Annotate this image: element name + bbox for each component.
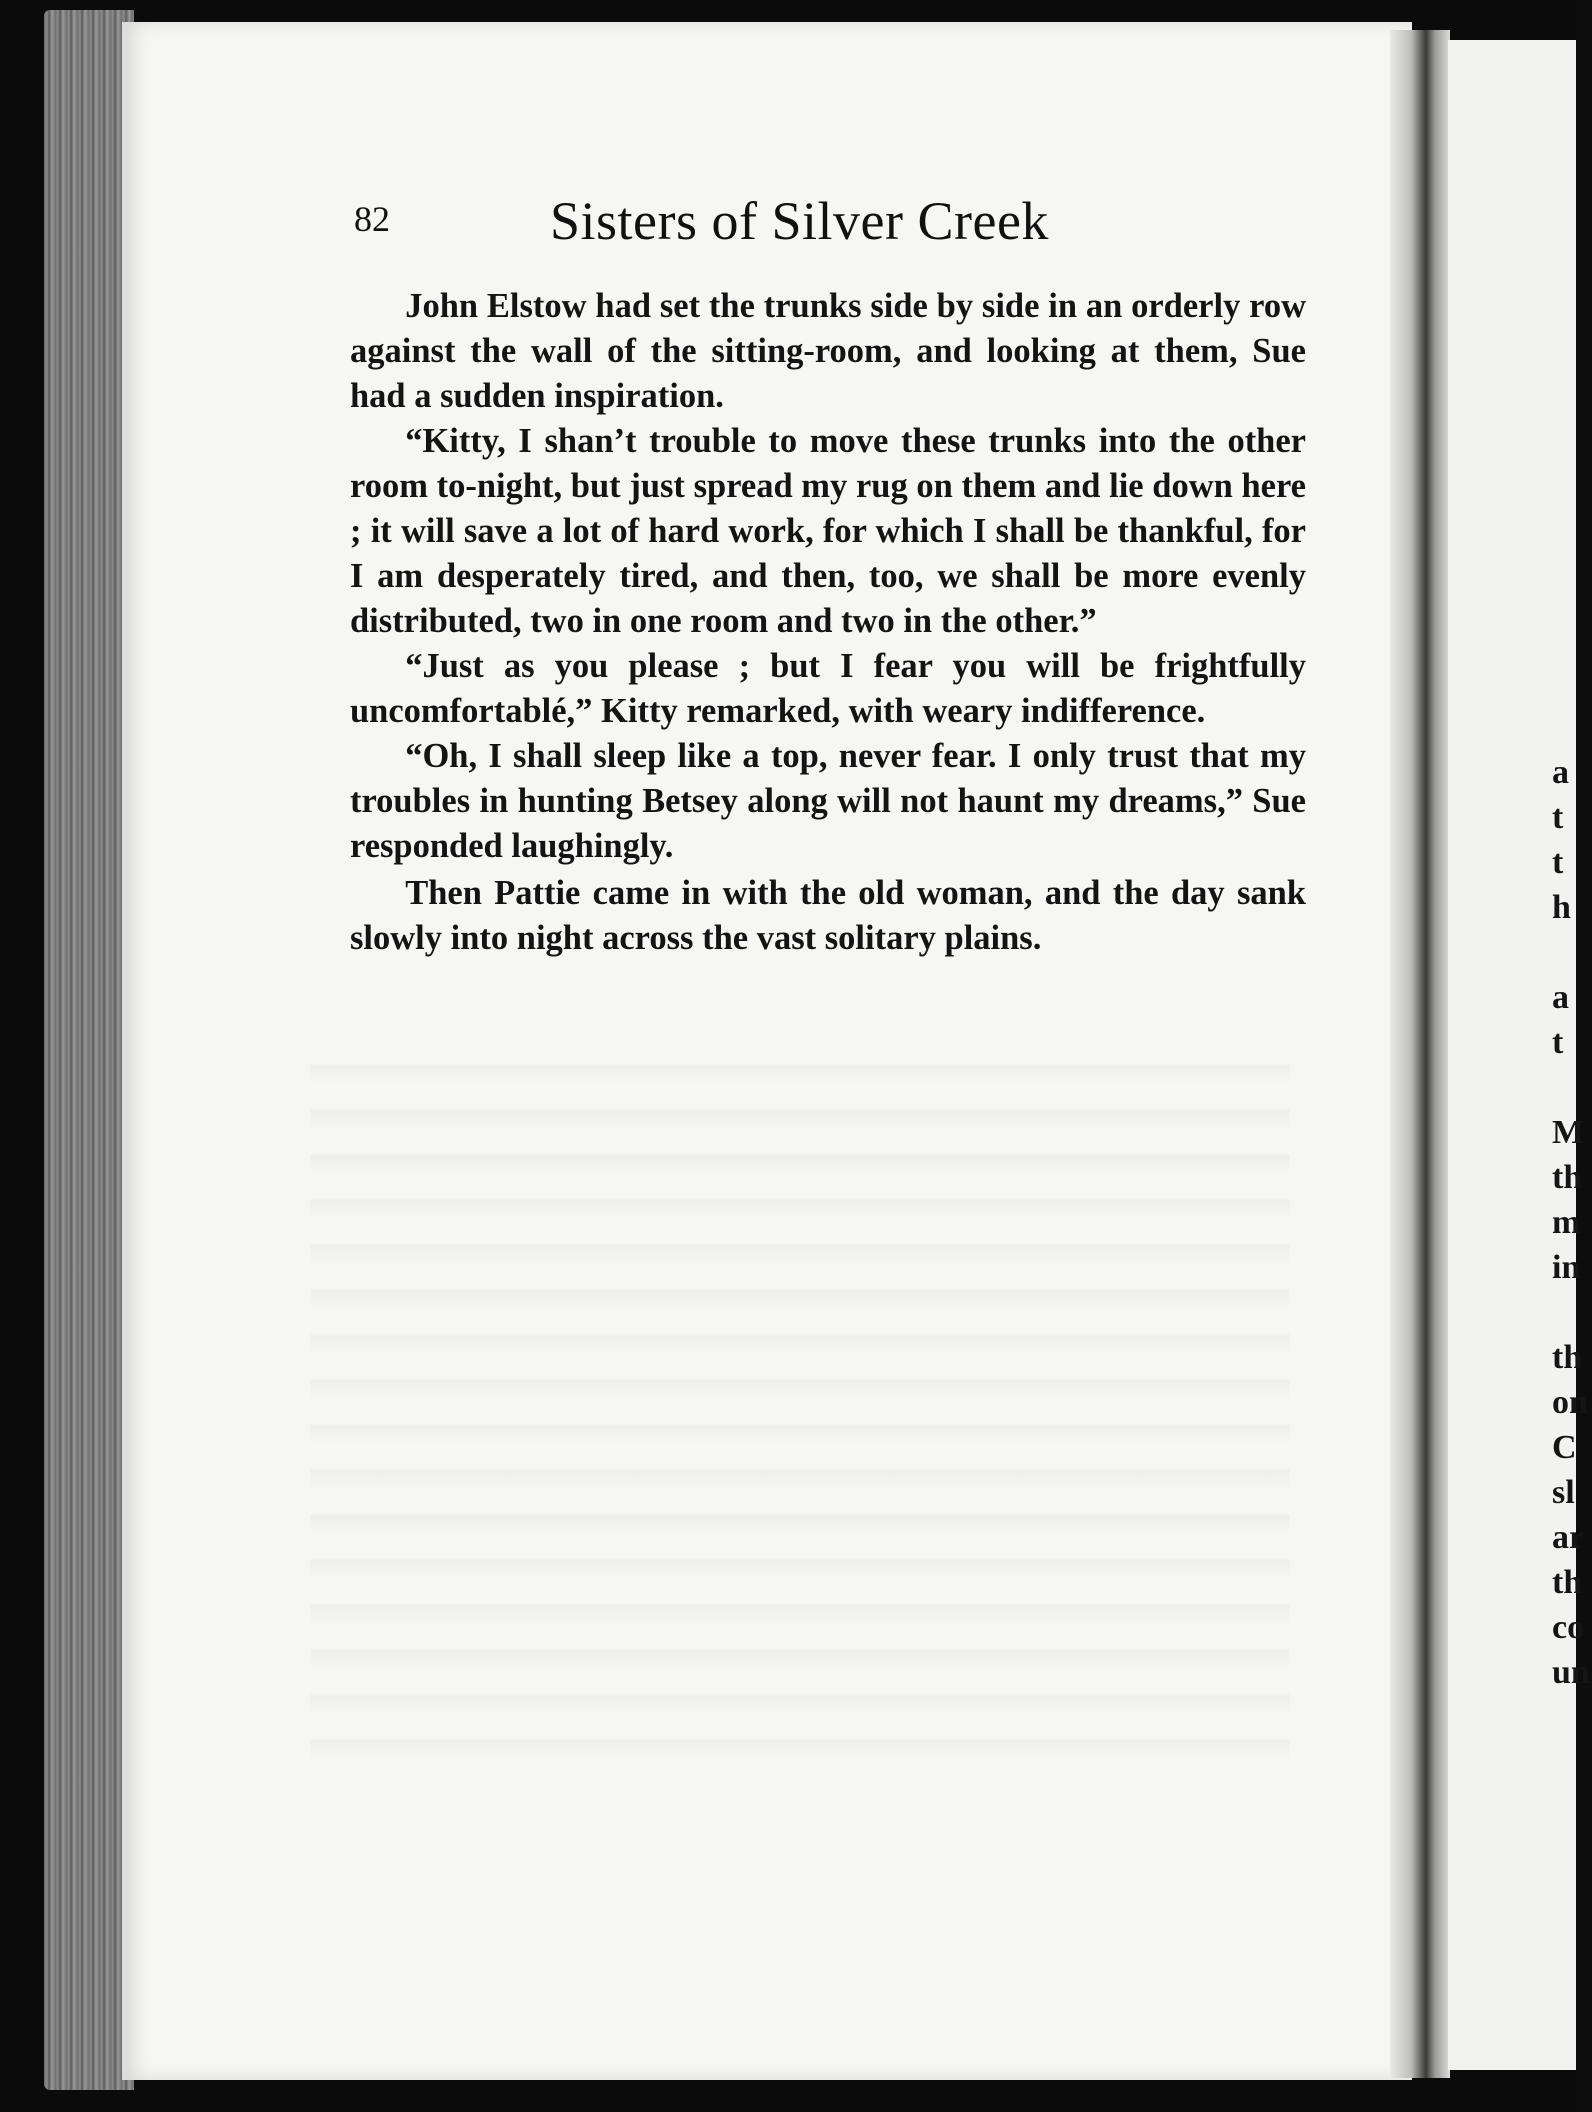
facing-page-text-fragments: a t t h a t M th m in th on C sl ar th co un [1552, 754, 1590, 1691]
paragraph: “Just as you please ; but I fear you will be frightfully uncomfortablé,” Kitty remarked, with weary indifference. [350, 647, 1306, 730]
book-gutter [1390, 30, 1450, 2078]
page-number: 82 [354, 199, 390, 239]
paragraph: “Kitty, I shan’t trouble to move these trunks into the other room to-night, but just spread my rug on them and lie down here ; it will save a lot of hard work, for which I shall be thankful, for I am desperately tired, and then, too, we shall be more evenly distributed, two in one room and two in the other.” [350, 422, 1306, 640]
page-edges [44, 10, 134, 2090]
paragraph: “Oh, I shall sleep like a top, never fear. I only trust that my troubles in hunting Betsey along will not haunt my dreams,” Sue responded laughingly. [350, 737, 1306, 865]
running-title: Sisters of Silver Creek [550, 191, 1049, 251]
page-header [354, 190, 1314, 270]
show-through-texture [310, 1040, 1290, 1780]
body-text [350, 284, 1306, 961]
paragraph: Then Pattie came in with the old woman, and the day sank slowly into night across the vast solitary plains. [350, 874, 1306, 957]
paragraph: John Elstow had set the trunks side by side in an orderly row against the wall of the sitting-room, and looking at them, Sue had a sudden inspiration. [350, 287, 1306, 415]
